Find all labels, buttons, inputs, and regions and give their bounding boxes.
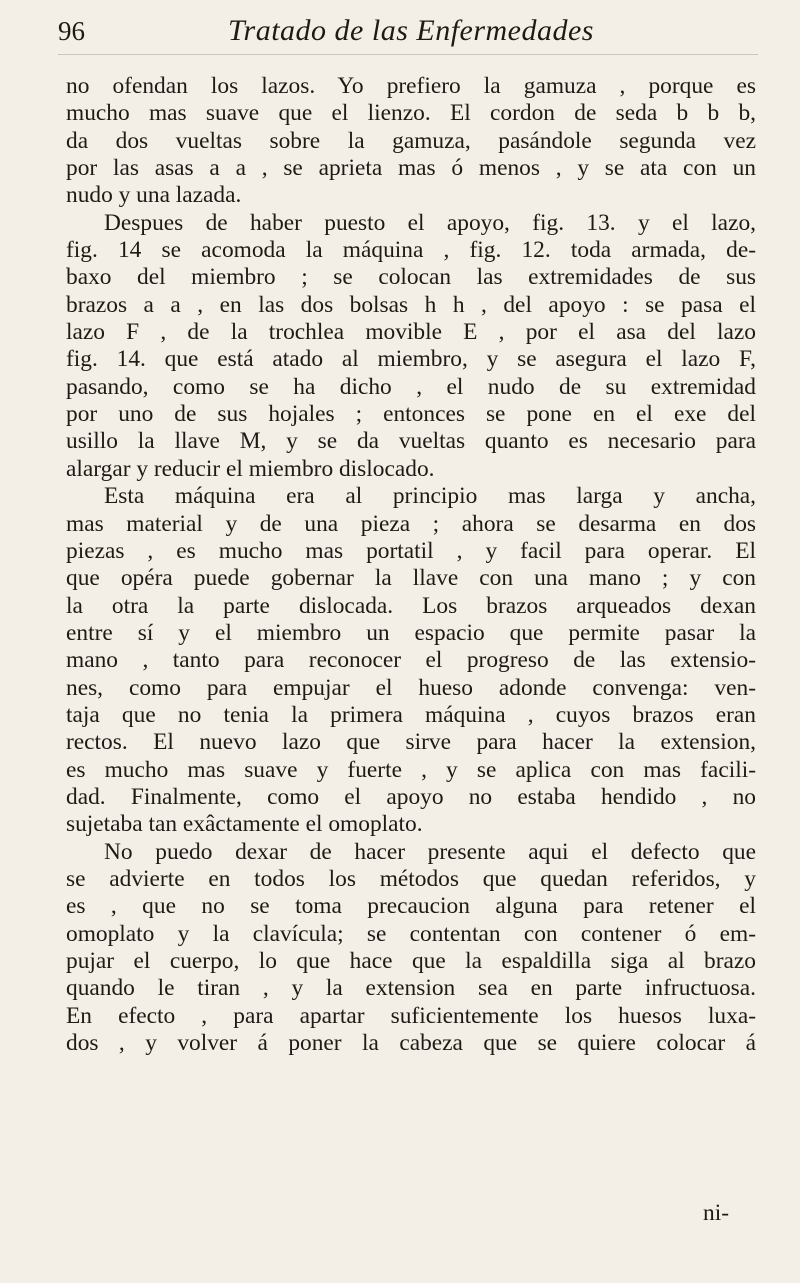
text-line: fig. 14 se acomoda la máquina , fig. 12. toda armada, de- [66, 237, 756, 264]
text-line: Despues de haber puesto el apoyo, fig. 13. y el lazo, [104, 209, 756, 236]
text-line: no ofendan los lazos. Yo prefiero la gamuza , porque es [66, 73, 756, 99]
catchword: ni- [703, 1200, 729, 1226]
text-line: taja que no tenia la primera máquina , cuyos brazos eran [66, 701, 756, 728]
text-line: piezas , es mucho mas portatil , y facil para operar. El [66, 537, 756, 564]
text-line: mucho mas suave que el lienzo. El cordon de seda b b b, [66, 100, 756, 127]
text-line: se advierte en todos los métodos que quedan referidos, y [66, 865, 756, 892]
text-line: alargar y reducir el miembro dislocado. [66, 455, 435, 482]
text-line: dos , y volver á poner la cabeza que se quiere colocar á [66, 1030, 756, 1057]
page-header [58, 10, 758, 55]
text-line: En efecto , para apartar suficientemente los huesos luxa- [66, 1002, 756, 1029]
text-line: omoplato y la clavícula; se contentan con contener ó em- [66, 920, 756, 947]
text-line: pujar el cuerpo, lo que hace que la espaldilla siga al brazo [66, 948, 756, 974]
text-line: rectos. El nuevo lazo que sirve para hacer la extension, [66, 729, 756, 756]
text-line: pasando, como se ha dicho , el nudo de su extremidad [66, 373, 756, 400]
text-line: quando le tiran , y la extension sea en parte infructuosa. [66, 975, 756, 1002]
text-line: usillo la llave M, y se da vueltas quanto es necesario para [66, 428, 756, 455]
text-line: lazo F , de la trochlea movible E , por el asa del lazo [66, 319, 756, 346]
text-line: sujetaba tan exâctamente el omoplato. [66, 811, 423, 838]
page-number: 96 [58, 16, 85, 46]
text-line: fig. 14. que está atado al miembro, y se asegura el lazo F, [66, 346, 756, 373]
text-line: que opéra puede gobernar la llave con una mano ; y con [66, 565, 756, 592]
text-line: mas material y de una pieza ; ahora se desarma en dos [66, 510, 756, 537]
text-line: es , que no se toma precaucion alguna para retener el [66, 893, 756, 920]
text-line: da dos vueltas sobre la gamuza, pasándole segunda vez [66, 127, 756, 154]
text-line: mano , tanto para reconocer el progreso de las extensio- [66, 647, 756, 674]
text-line: entre sí y el miembro un espacio que permite pasar la [66, 619, 756, 646]
running-head: Tratado de las Enfermedades [228, 14, 594, 47]
text-line: nudo y una lazada. [66, 182, 242, 209]
text-line: baxo del miembro ; se colocan las extremidades de sus [66, 264, 756, 291]
text-line: brazos a a , en las dos bolsas h h , del apoyo : se pasa el [66, 291, 756, 318]
text-line: No puedo dexar de hacer presente aqui el defecto que [104, 838, 756, 865]
text-line: la otra la parte dislocada. Los brazos arqueados dexan [66, 592, 756, 619]
text-line: por uno de sus hojales ; entonces se pone en el exe del [66, 401, 756, 428]
text-line: por las asas a a , se aprieta mas ó menos , y se ata con un [66, 155, 756, 182]
text-line: nes, como para empujar el hueso adonde convenga: ven- [66, 674, 756, 701]
text-line: Esta máquina era al principio mas larga y ancha, [104, 483, 756, 510]
body-text [66, 73, 756, 1057]
text-line: dad. Finalmente, como el apoyo no estaba hendido , no [66, 783, 756, 810]
text-line: es mucho mas suave y fuerte , y se aplica con mas facili- [66, 756, 756, 783]
